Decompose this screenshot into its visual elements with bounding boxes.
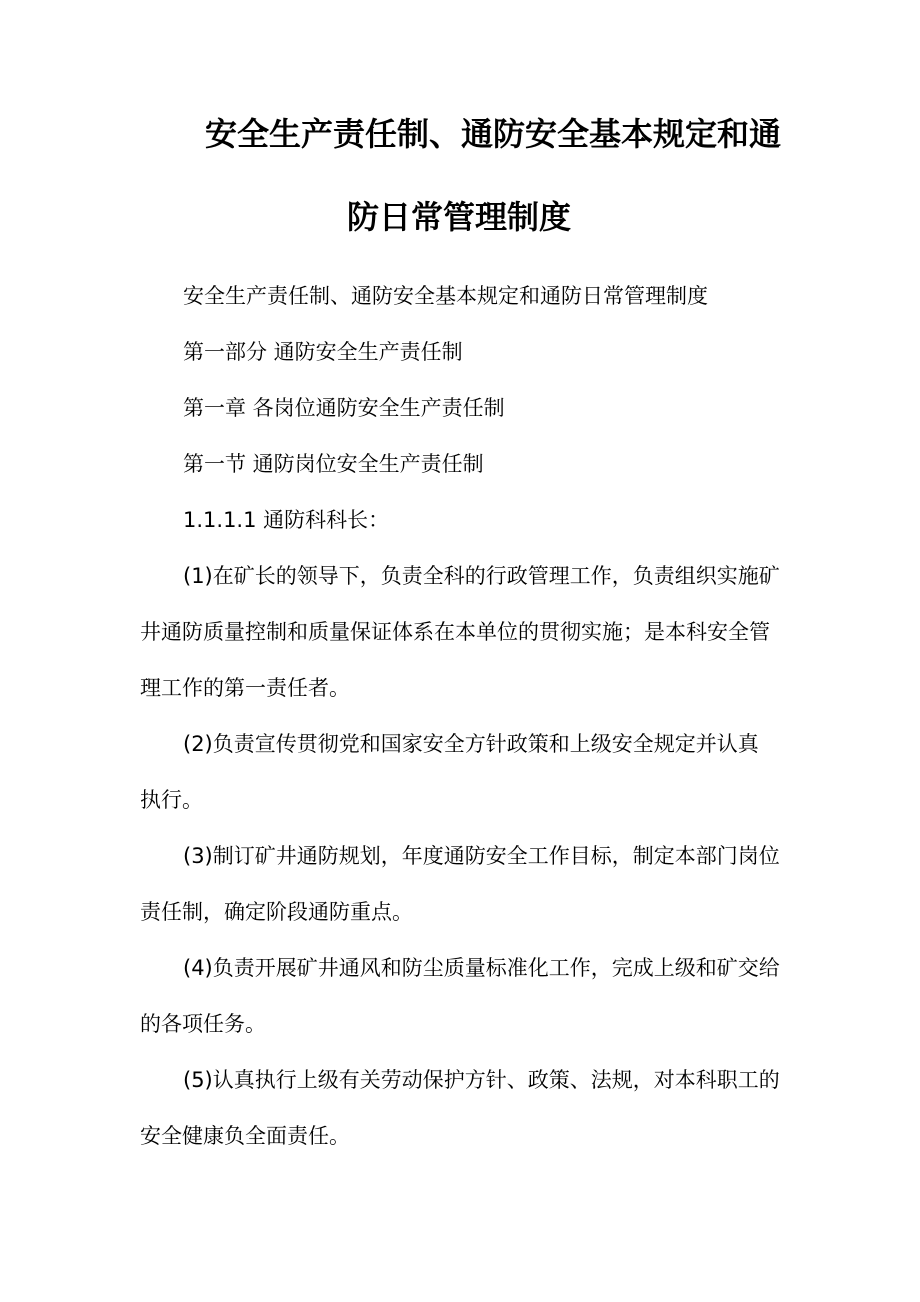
- paragraph-line: 的各项任务。: [140, 1012, 266, 1036]
- document-title-line-2: 防日常管理制度: [347, 198, 572, 236]
- paragraph-line: 井通防质量控制和质量保证体系在本单位的贯彻实施；是本科安全管: [140, 620, 770, 644]
- paragraph-line: 安全健康负全面责任。: [140, 1124, 350, 1148]
- part-heading: 第一部分 通防安全生产责任制: [183, 340, 463, 364]
- paragraph-line: 理工作的第一责任者。: [140, 676, 350, 700]
- paragraph-line: (3)制订矿井通防规划，年度通防安全工作目标，制定本部门岗位: [183, 844, 780, 868]
- subtitle-line: 安全生产责任制、通防安全基本规定和通防日常管理制度: [183, 284, 708, 308]
- paragraph-line: (2)负责宣传贯彻党和国家安全方针政策和上级安全规定并认真: [183, 732, 759, 756]
- paragraph-line: (5)认真执行上级有关劳动保护方针、政策、法规，对本科职工的: [183, 1068, 780, 1092]
- chapter-heading: 第一章 各岗位通防安全生产责任制: [183, 396, 505, 420]
- document-title-line-1: 安全生产责任制、通防安全基本规定和通: [205, 115, 782, 153]
- paragraph-line: (4)负责开展矿井通风和防尘质量标准化工作，完成上级和矿交给: [183, 956, 780, 980]
- section-heading: 第一节 通防岗位安全生产责任制: [183, 452, 484, 476]
- item-heading: 1.1.1.1 通防科科长：: [183, 508, 390, 532]
- paragraph-line: 责任制，确定阶段通防重点。: [140, 900, 413, 924]
- paragraph-line: (1)在矿长的领导下，负责全科的行政管理工作，负责组织实施矿: [183, 564, 780, 588]
- paragraph-line: 执行。: [140, 788, 203, 812]
